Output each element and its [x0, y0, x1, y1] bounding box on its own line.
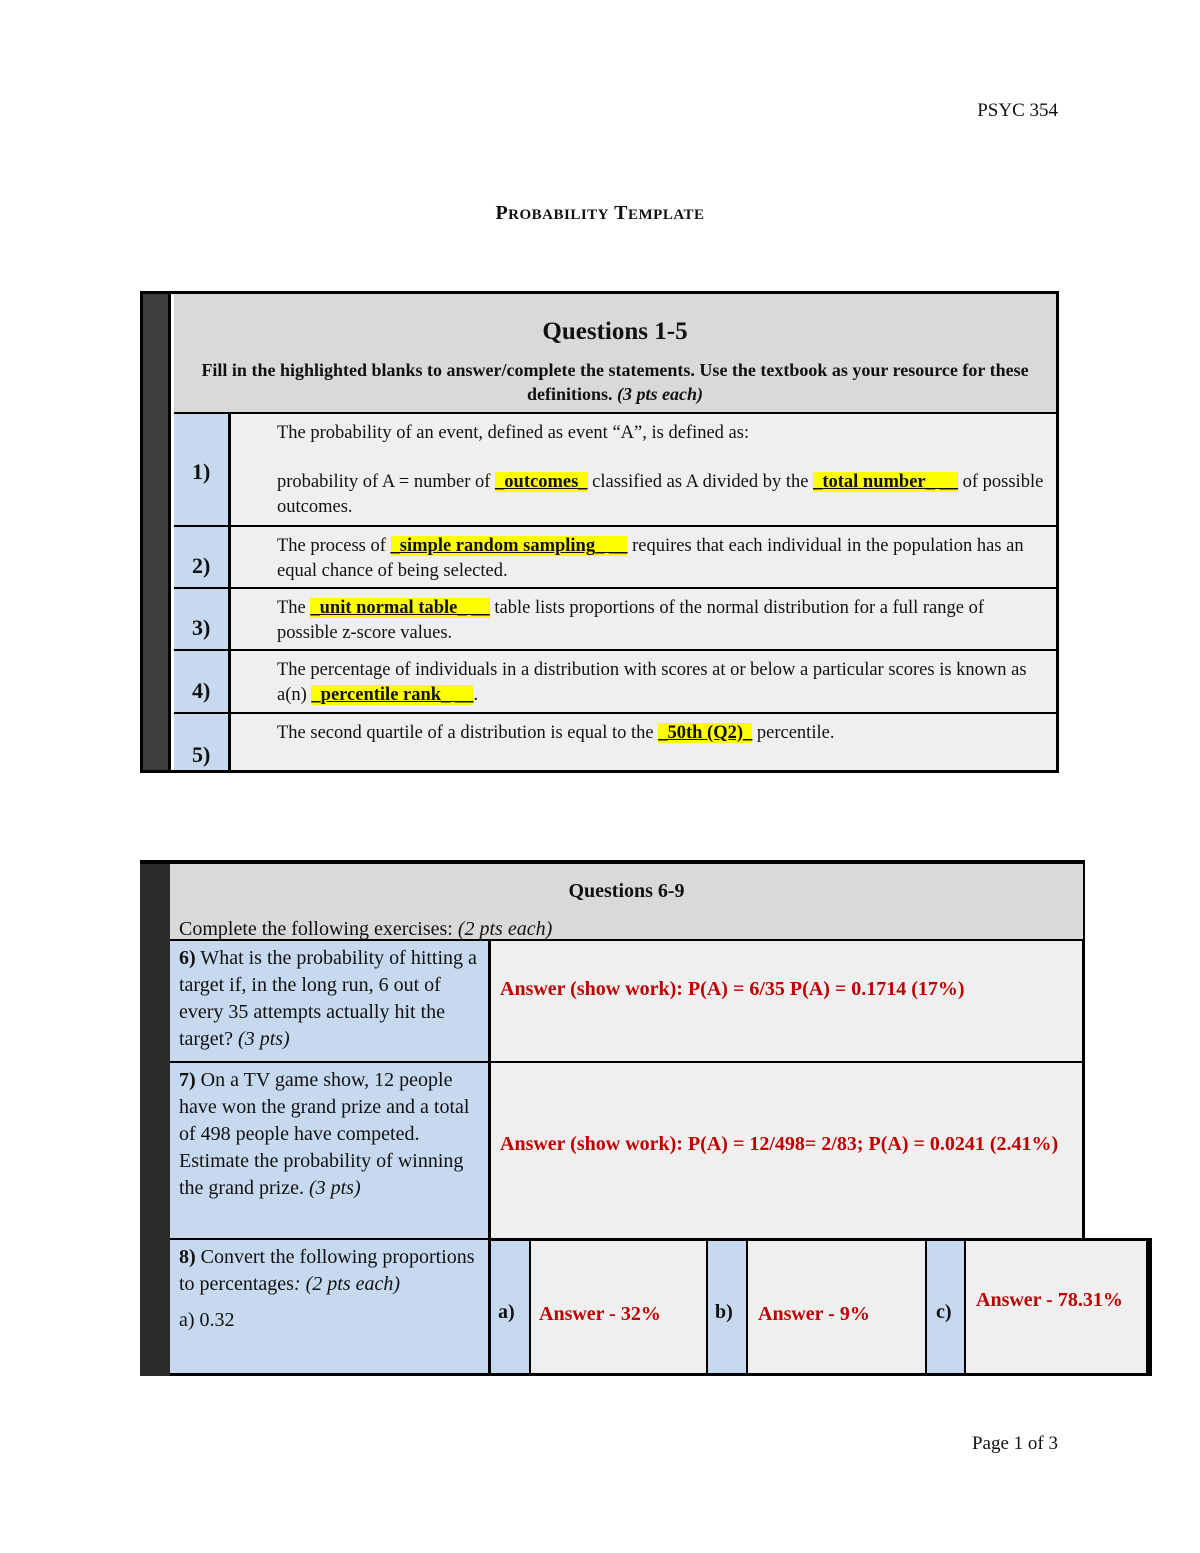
question-number: 2) [174, 527, 231, 587]
question-8-answers [489, 1238, 1152, 1376]
answer-blank[interactable]: _outcomes_ [495, 472, 588, 492]
question-7: 7) On a TV game show, 12 people have won the grand prize and a total of 498 people have competed. Estimate the probability of winning the grand prize. (3 pts) [170, 1063, 491, 1240]
answer-7[interactable]: Answer (show work): P(A) = 12/498= 2/83; P(A) = 0.0241 (2.41%) [491, 1063, 1082, 1240]
part-b-answer[interactable]: Answer - 9% [748, 1241, 925, 1373]
question-row-1 [174, 414, 1056, 527]
question-row-4 [174, 651, 1056, 714]
section1-instructions: Fill in the highlighted blanks to answer/complete the statements. Use the textbook as your resource for these definitions. (3 pts each) [201, 360, 1029, 404]
question-row-3 [174, 589, 1056, 651]
part-a-answer[interactable]: Answer - 32% [531, 1241, 706, 1373]
section2-heading: Questions 6-9 [568, 880, 685, 902]
page-number: Page 1 of 3 [971, 1433, 1058, 1454]
section1-header [174, 294, 1056, 414]
question-number: 3) [174, 589, 231, 649]
section2-instructions: Complete the following exercises: (2 pts each) [179, 918, 553, 940]
part-c-answer[interactable]: Answer - 78.31% [966, 1241, 1146, 1373]
answer-blank[interactable]: _simple random sampling_ __ [390, 536, 628, 556]
question-text: The second quartile of a distribution is equal to the _50th (Q2)_ percentile. [231, 714, 1056, 770]
section2-header [170, 864, 1083, 941]
answer-blank[interactable]: _50th (Q2)_ [658, 723, 753, 743]
question-text: The percentage of individuals in a distribution with scores at or below a particular scores is known as a(n) _percentile rank_ __. [231, 651, 1056, 712]
answer-blank[interactable]: _unit normal table_ __ [310, 598, 490, 618]
question-number: 4) [174, 651, 231, 712]
answer-6[interactable]: Answer (show work): P(A) = 6/35 P(A) = 0.1714 (17%) [491, 941, 1082, 1063]
part-c-label: c) [925, 1241, 966, 1373]
question-text: The _unit normal table_ __ table lists proportions of the normal distribution for a full range of possible z-score values. [231, 589, 1056, 649]
question-number: 1) [174, 414, 231, 525]
question-text: The process of _simple random sampling_ __ requires that each individual in the population has an equal chance of being selected. [231, 527, 1056, 587]
page-title: PROBABILITY TEMPLATE [495, 202, 705, 224]
section1-heading: Questions 1-5 [542, 318, 688, 345]
question-8: 8) Convert the following proportions to percentages: (2 pts each) a) 0.32 [170, 1240, 491, 1376]
question-number: 5) [174, 714, 231, 770]
table-side-strip [140, 860, 170, 1376]
part-b-label: b) [706, 1241, 748, 1373]
answer-blank[interactable]: _percentile rank_ __ [311, 685, 474, 705]
question-6: 6) What is the probability of hitting a target if, in the long run, 6 out of every 35 attempts actually hit the target? (3 pts) [170, 941, 491, 1063]
questions-1-5-table [140, 291, 1059, 773]
question-row-2 [174, 527, 1056, 589]
question-text: The probability of an event, defined as event “A”, is defined as: probability of A = number of _outcomes_ classified as A divided by the _total number_ __ of possible outcomes. [231, 414, 1056, 525]
table-side-strip [143, 294, 171, 770]
answer-blank[interactable]: _total number_ __ [813, 472, 958, 492]
part-a-label: a) [489, 1241, 531, 1373]
header-course: PSYC 354 [977, 100, 1058, 121]
question-row-5 [174, 714, 1056, 770]
